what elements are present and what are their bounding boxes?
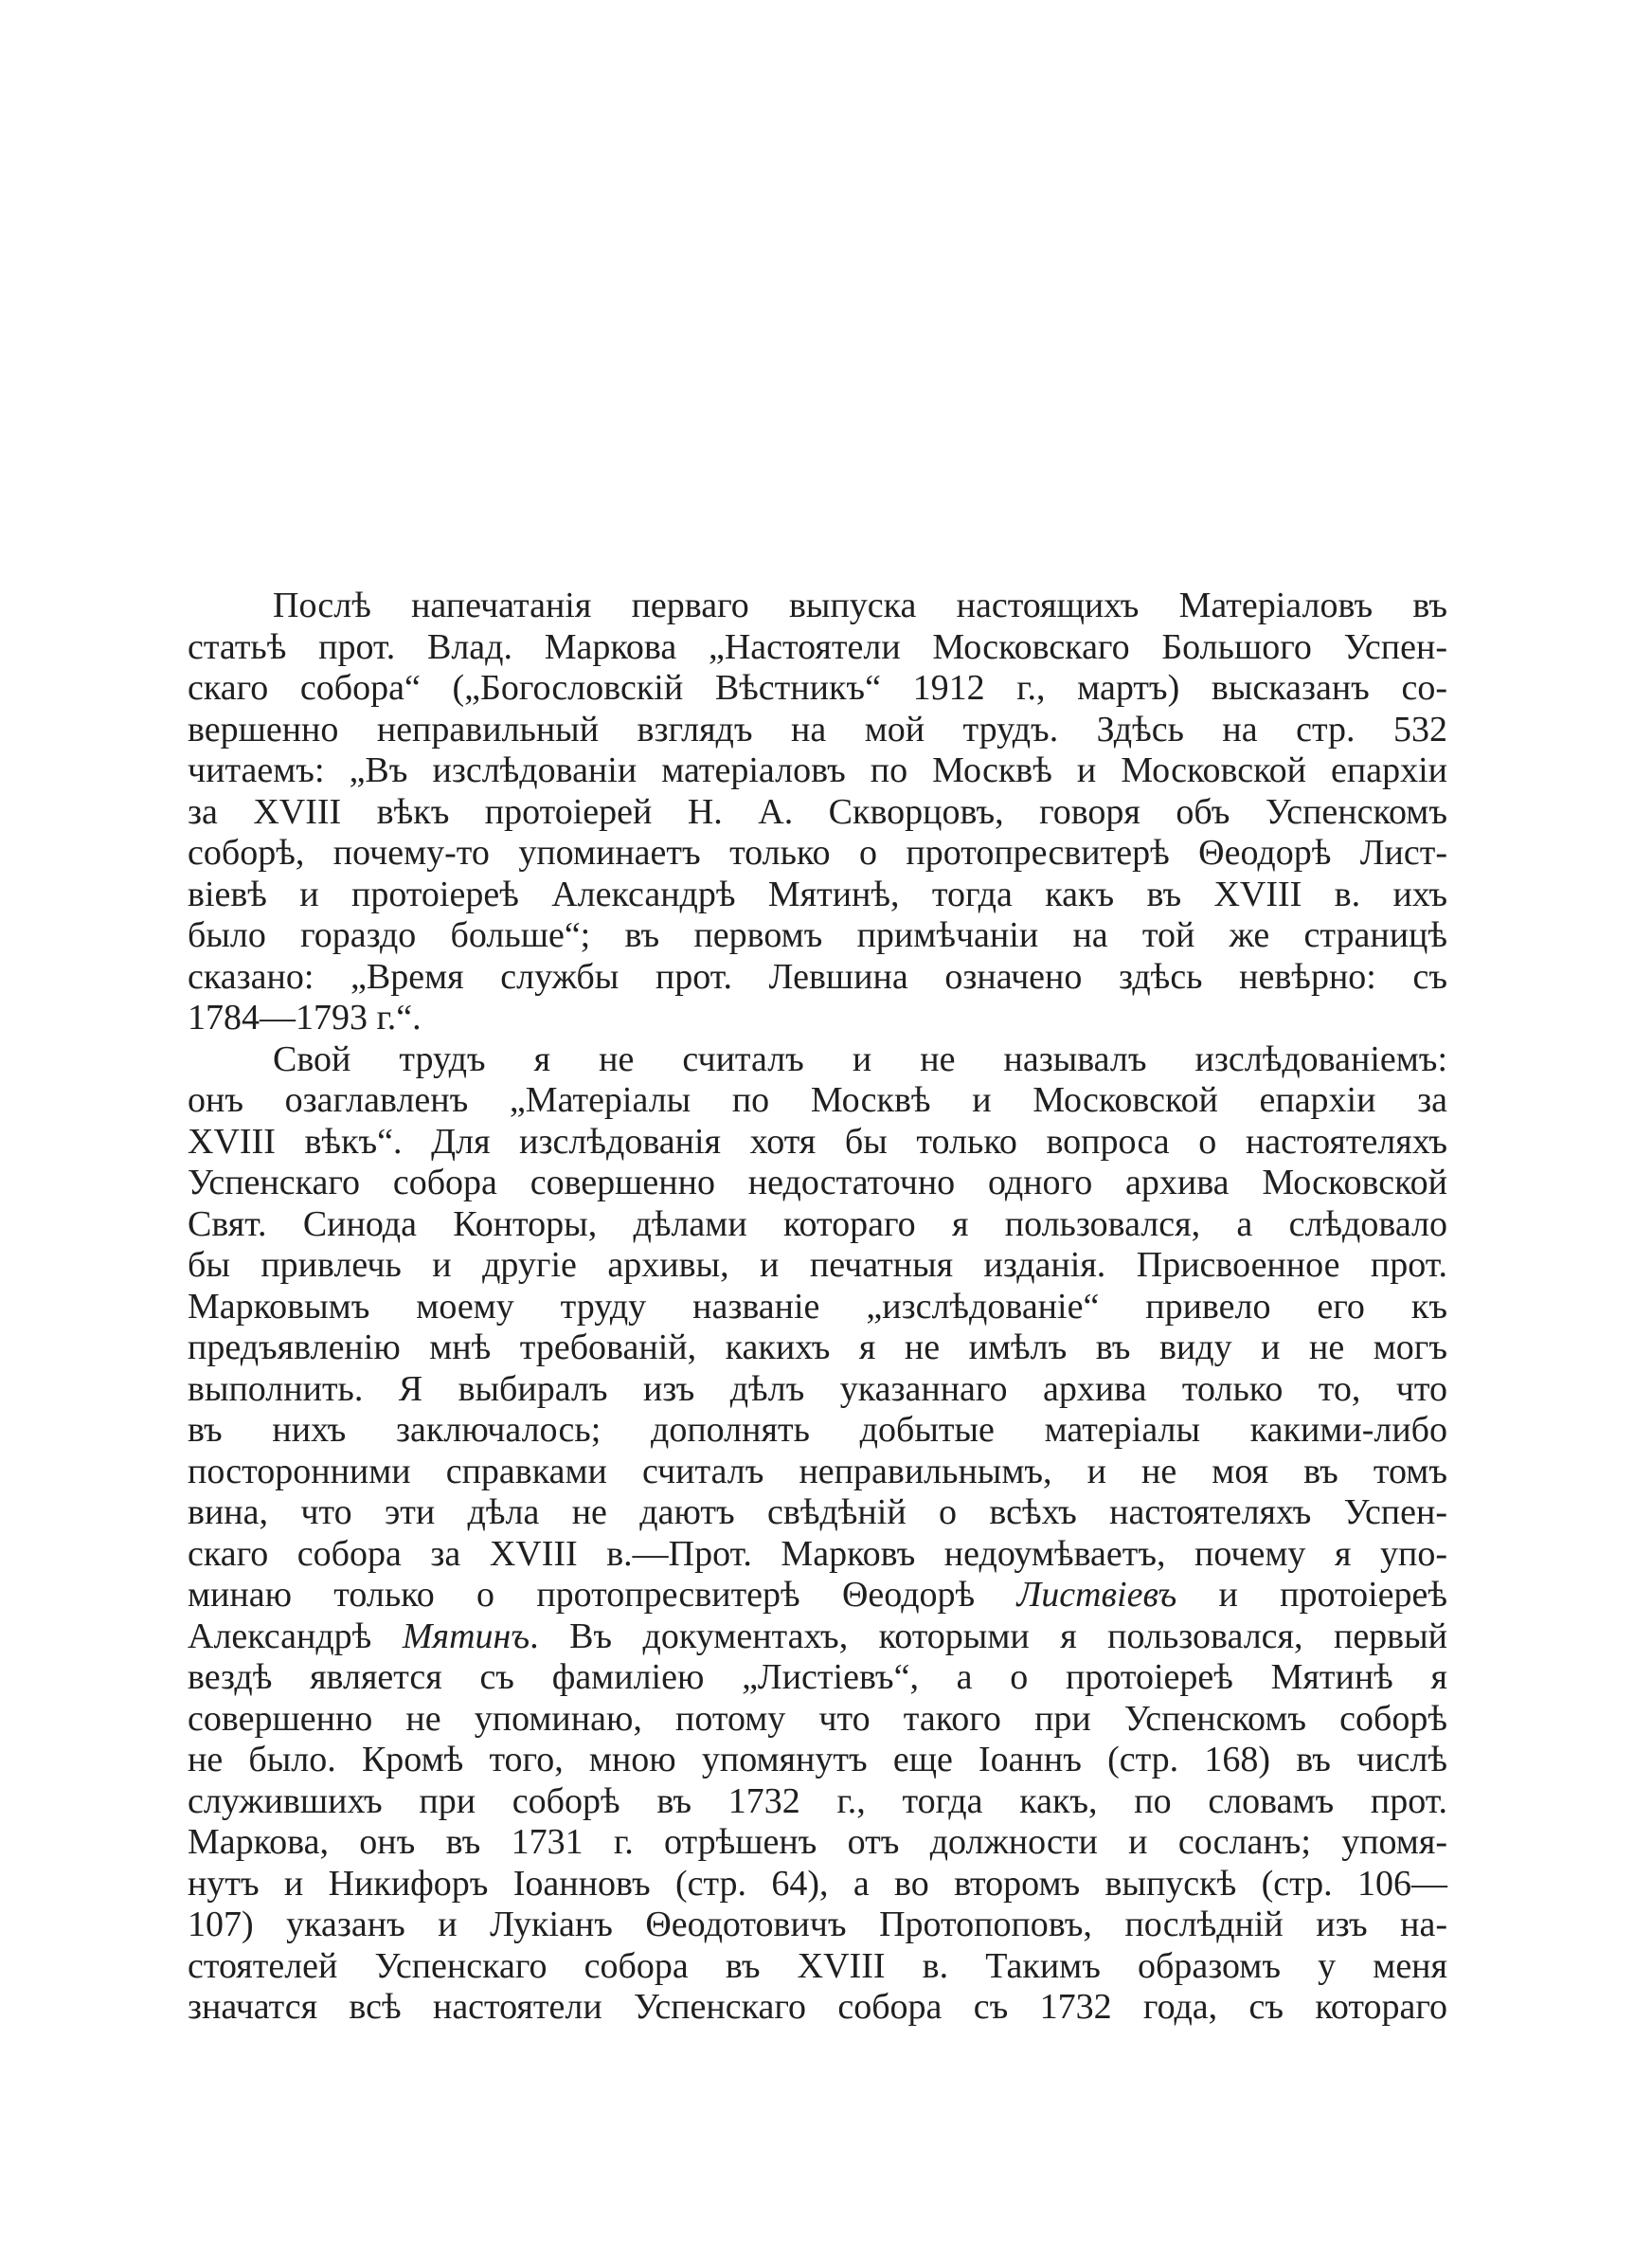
- text-line: Маркова, онъ въ 1731 г. отрѣшенъ отъ должности и сосланъ; упомя-: [188, 1822, 1447, 1862]
- text-line: вина, что эти дѣла не даютъ свѣдѣній о всѣхъ настоятеляхъ Успен-: [188, 1492, 1447, 1532]
- text-line: статьѣ прот. Влад. Маркова „Настоятели Московскаго Большого Успен-: [188, 626, 1447, 667]
- text-run: Александрѣ: [188, 1616, 403, 1656]
- text-run: . Въ документахъ, которыми я пользовался, первый: [530, 1616, 1447, 1656]
- text-line: служившихъ при соборѣ въ 1732 г., тогда какъ, по словамъ прот.: [188, 1780, 1447, 1821]
- text-line: 1784—1793 г.“.: [188, 998, 422, 1038]
- italic-surname: Листвіевъ: [1016, 1575, 1177, 1615]
- text-line: скаго собора за XVIII в.—Прот. Марковъ недоумѣваетъ, почему я упо-: [188, 1533, 1447, 1574]
- text-line: читаемъ: „Въ изслѣдованіи матеріаловъ по Москвѣ и Московской епархіи: [188, 750, 1447, 790]
- text-line: соборѣ, почему-то упоминаетъ только о протопресвитерѣ Θеодорѣ Лист-: [188, 833, 1447, 873]
- text-line: скаго собора“ („Богословскій Вѣстникъ“ 1912 г., мартъ) высказанъ со-: [188, 668, 1447, 708]
- text-line: за XVIII вѣкъ протоіерей Н. А. Скворцовъ, говоря объ Успенскомъ: [188, 791, 1447, 832]
- text-line: нутъ и Никифоръ Іоанновъ (стр. 64), а во второмъ выпускѣ (стр. 106—: [188, 1863, 1447, 1904]
- text-line: вездѣ является съ фамиліею „Листіевъ“, а о протоіереѣ Мятинѣ я: [188, 1657, 1447, 1697]
- text-run: минаю только о протопресвитерѣ Θеодорѣ: [188, 1575, 1017, 1615]
- text-line: бы привлечь и другіе архивы, и печатныя изданія. Присвоенное прот.: [188, 1245, 1447, 1285]
- italic-surname: Мятинъ: [402, 1616, 530, 1656]
- text-line: онъ озаглавленъ „Матеріалы по Москвѣ и Московской епархіи за: [188, 1080, 1447, 1120]
- text-line: предъявленію мнѣ требованій, какихъ я не имѣлъ въ виду и не могъ: [188, 1327, 1447, 1367]
- text-line: Марковымъ моему труду названіе „изслѣдованіе“ привело его къ: [188, 1286, 1447, 1327]
- text-line: Послѣ напечатанія перваго выпуска настоящихъ Матеріаловъ въ: [273, 586, 1447, 625]
- text-line: Свой трудъ я не считалъ и не называлъ изслѣдованіемъ:: [273, 1038, 1447, 1079]
- text-line: вершенно неправильный взглядъ на мой трудъ. Здѣсь на стр. 532: [188, 709, 1447, 749]
- text-line: [188, 1616, 1447, 1658]
- text-line: стоятелей Успенскаго собора въ XVIII в. Такимъ образомъ у меня: [188, 1945, 1447, 1986]
- text-line: 107) указанъ и Лукіанъ Θеодотовичъ Протопоповъ, послѣдній изъ на-: [188, 1905, 1447, 1944]
- text-line: выполнить. Я выбиралъ изъ дѣлъ указаннаго архива только то, что: [188, 1368, 1447, 1409]
- text-run: и протоіереѣ: [1176, 1575, 1447, 1615]
- body-text: [188, 586, 1447, 2029]
- text-line: значатся всѣ настоятели Успенскаго собора съ 1732 года, съ котораго: [188, 1987, 1447, 2027]
- text-line: посторонними справками считалъ неправильнымъ, и не моя въ томъ: [188, 1451, 1447, 1491]
- text-line: не было. Кромѣ того, мною упомянутъ еще Іоаннъ (стр. 168) въ числѣ: [188, 1740, 1447, 1779]
- text-line: XVIII вѣкъ“. Для изслѣдованія хотя бы только вопроса о настоятеляхъ: [188, 1121, 1447, 1162]
- text-line: Успенскаго собора совершенно недостаточно одного архива Московской: [188, 1163, 1447, 1202]
- text-line: совершенно не упоминаю, потому что такого при Успенскомъ соборѣ: [188, 1698, 1447, 1739]
- text-line: [188, 1575, 1447, 1616]
- text-line: сказано: „Время службы прот. Левшина означено здѣсь невѣрно: съ: [188, 956, 1447, 997]
- text-line: віевѣ и протоіереѣ Александрѣ Мятинѣ, тогда какъ въ XVIII в. ихъ: [188, 874, 1447, 914]
- text-line: было гораздо больше“; въ первомъ примѣчаніи на той же страницѣ: [188, 915, 1447, 955]
- text-line: въ нихъ заключалось; дополнять добытые матеріалы какими-либо: [188, 1410, 1447, 1450]
- text-line: Свят. Синода Конторы, дѣлами котораго я пользовался, а слѣдовало: [188, 1203, 1447, 1244]
